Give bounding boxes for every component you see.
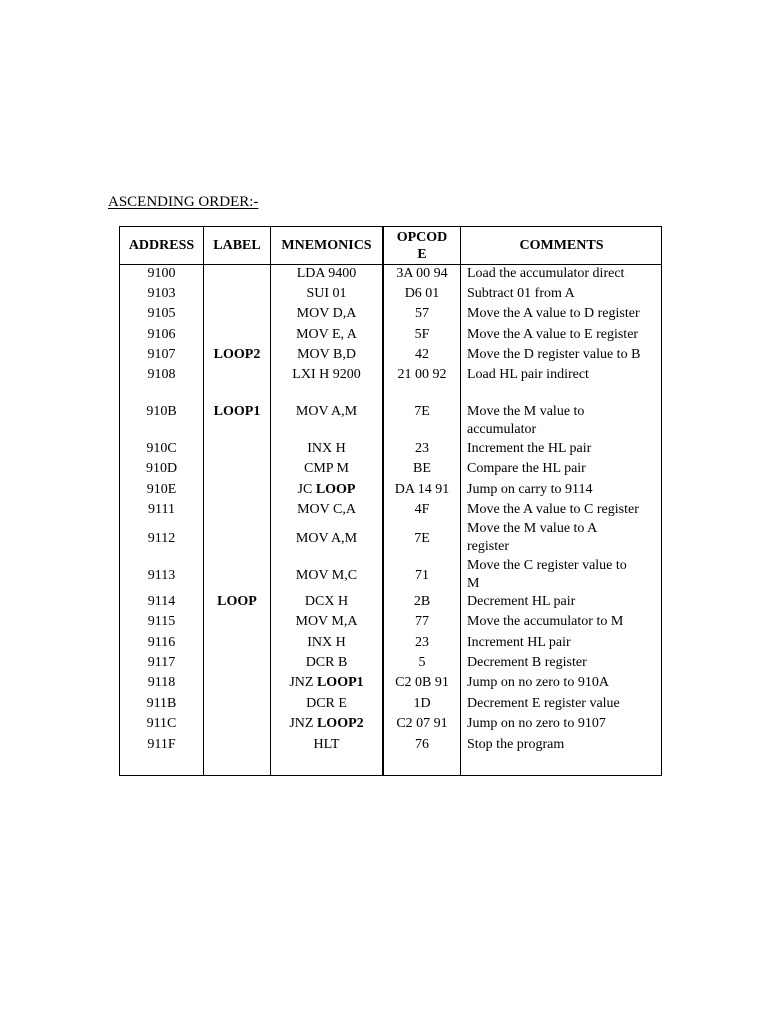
comment-cell: Stop the program xyxy=(467,737,565,752)
comment-cell: Compare the HL pair xyxy=(467,461,586,476)
address-cell: 9113 xyxy=(147,568,176,583)
comment-cell: Jump on no zero to 910A xyxy=(467,675,609,690)
address-cell: 9103 xyxy=(147,286,176,301)
opcode-cell: D6 01 xyxy=(404,286,440,301)
mnemonic-text: JC xyxy=(297,482,316,497)
address-cell: 910E xyxy=(146,482,177,497)
header-comments: COMMENTS xyxy=(519,238,604,253)
comment-cell: Increment the HL pair xyxy=(467,441,592,456)
opcode-cell: 5 xyxy=(418,655,426,670)
mnemonic-cell xyxy=(271,674,382,692)
opcode-cell: 7E xyxy=(414,404,430,419)
opcode-cell: C2 07 91 xyxy=(396,716,448,731)
comment-cell: Load HL pair indirect xyxy=(467,367,589,382)
mnemonic-cell xyxy=(271,305,382,323)
opcode-cell: 71 xyxy=(415,568,429,583)
mnemonic-cell xyxy=(271,440,382,458)
opcode-cell: 5F xyxy=(414,327,430,342)
mnemonic-text: DCX H xyxy=(304,594,349,609)
address-cell: 9100 xyxy=(147,266,176,281)
opcode-cell: 23 xyxy=(415,441,429,456)
page-heading: ASCENDING ORDER:- xyxy=(108,194,259,210)
mnemonic-text: DCR E xyxy=(306,696,347,711)
comment-cell: Move the M value to A register xyxy=(467,521,597,554)
mnemonic-cell xyxy=(271,326,382,344)
address-cell: 9116 xyxy=(147,635,176,650)
opcode-cell: 42 xyxy=(415,347,429,362)
mnemonic-cell xyxy=(271,403,382,421)
mnemonic-text: SUI 01 xyxy=(306,286,347,301)
mnemonic-cell xyxy=(271,366,382,384)
mnemonic-text: MOV A,M xyxy=(295,404,358,419)
mnemonic-cell xyxy=(271,285,382,303)
mnemonic-target-label: LOOP1 xyxy=(316,675,364,690)
label-cell: LOOP xyxy=(217,594,257,609)
address-cell: 9112 xyxy=(147,531,176,546)
opcode-cell: 2B xyxy=(413,594,431,609)
mnemonic-cell xyxy=(271,613,382,631)
address-cell: 910D xyxy=(145,461,178,476)
address-cell: 9108 xyxy=(147,367,176,382)
header-opcode xyxy=(384,227,460,264)
label-cell: LOOP1 xyxy=(213,404,261,419)
comment-cell: Jump on no zero to 9107 xyxy=(467,716,606,731)
mnemonic-cell xyxy=(271,501,382,519)
comment-cell: Move the A value to C register xyxy=(467,502,639,517)
mnemonic-cell xyxy=(271,634,382,652)
opcode-cell: 57 xyxy=(415,306,429,321)
comment-cell: Move the A value to D register xyxy=(467,306,640,321)
header-mnemonics: MNEMONICS xyxy=(281,238,372,253)
address-cell: 9111 xyxy=(148,502,175,517)
comment-cell: Move the D register value to B xyxy=(467,347,641,362)
comment-cell: Move the accumulator to M xyxy=(467,614,624,629)
mnemonic-text: MOV B,D xyxy=(297,347,356,362)
mnemonic-text: MOV A,M xyxy=(295,531,358,546)
address-cell: 911B xyxy=(146,696,177,711)
address-cell: 910C xyxy=(146,441,177,456)
mnemonic-text: JNZ xyxy=(289,675,317,690)
opcode-cell: 4F xyxy=(414,502,430,517)
column-divider xyxy=(203,227,204,775)
mnemonic-text: INX H xyxy=(307,441,346,456)
address-cell: 9106 xyxy=(147,327,176,342)
mnemonic-text: CMP M xyxy=(303,461,349,476)
mnemonic-cell xyxy=(271,481,382,499)
mnemonic-target-label: LOOP xyxy=(315,482,356,497)
header-address: ADDRESS xyxy=(128,238,195,253)
comment-cell: Move the M value to accumulator xyxy=(467,404,585,437)
mnemonic-target-label: LOOP2 xyxy=(316,716,364,731)
mnemonic-cell xyxy=(271,460,382,478)
address-cell: 9105 xyxy=(147,306,176,321)
label-cell: LOOP2 xyxy=(213,347,261,362)
address-cell: 910B xyxy=(146,404,177,419)
comment-cell: Decrement B register xyxy=(467,655,587,670)
opcode-cell: 3A 00 94 xyxy=(396,266,448,281)
address-cell: 9117 xyxy=(147,655,176,670)
comment-cell: Increment HL pair xyxy=(467,635,571,650)
mnemonic-text: MOV E, A xyxy=(296,327,357,342)
comment-cell: Move the A value to E register xyxy=(467,327,639,342)
address-cell: 9107 xyxy=(147,347,176,362)
mnemonic-cell xyxy=(271,567,382,585)
mnemonic-text: LXI H 9200 xyxy=(292,367,361,382)
column-divider xyxy=(460,227,461,775)
comment-cell: Decrement E register value xyxy=(467,696,620,711)
mnemonic-text: MOV M,C xyxy=(295,568,358,583)
mnemonic-text: MOV D,A xyxy=(296,306,357,321)
mnemonic-cell xyxy=(271,530,382,548)
mnemonic-cell xyxy=(271,654,382,672)
mnemonic-text: JNZ xyxy=(289,716,317,731)
mnemonic-text: MOV M,A xyxy=(295,614,358,629)
mnemonic-cell xyxy=(271,736,382,754)
opcode-cell: 23 xyxy=(415,635,429,650)
address-cell: 911F xyxy=(147,737,176,752)
address-cell: 911C xyxy=(146,716,177,731)
mnemonic-cell xyxy=(271,346,382,364)
comment-cell: Move the C register value to M xyxy=(467,558,627,591)
mnemonic-text: INX H xyxy=(307,635,346,650)
address-cell: 9118 xyxy=(147,675,176,690)
opcode-cell: 21 00 92 xyxy=(397,367,447,382)
header-label: LABEL xyxy=(213,238,261,253)
opcode-cell: DA 14 91 xyxy=(394,482,450,497)
mnemonic-text: DCR B xyxy=(305,655,348,670)
comment-cell: Subtract 01 from A xyxy=(467,286,575,301)
mnemonic-cell xyxy=(271,593,382,611)
header-opcode-line2: E xyxy=(417,246,427,262)
mnemonic-text: LDA 9400 xyxy=(296,266,357,281)
opcode-cell: 77 xyxy=(415,614,429,629)
opcode-cell: 76 xyxy=(415,737,429,752)
opcode-cell: C2 0B 91 xyxy=(395,675,449,690)
opcode-cell: BE xyxy=(413,461,431,476)
header-opcode-line1: OPCOD xyxy=(396,229,448,245)
mnemonic-text: HLT xyxy=(313,737,340,752)
address-cell: 9115 xyxy=(147,614,176,629)
program-table xyxy=(119,226,662,776)
address-cell: 9114 xyxy=(147,594,176,609)
opcode-cell: 1D xyxy=(413,696,431,711)
mnemonic-cell xyxy=(271,265,382,283)
comment-cell: Load the accumulator direct xyxy=(467,266,625,281)
opcode-cell: 7E xyxy=(414,531,430,546)
comment-cell: Decrement HL pair xyxy=(467,594,576,609)
mnemonic-text: MOV C,A xyxy=(297,502,356,517)
comment-cell: Jump on carry to 9114 xyxy=(467,482,593,497)
mnemonic-cell xyxy=(271,695,382,713)
mnemonic-cell xyxy=(271,715,382,733)
